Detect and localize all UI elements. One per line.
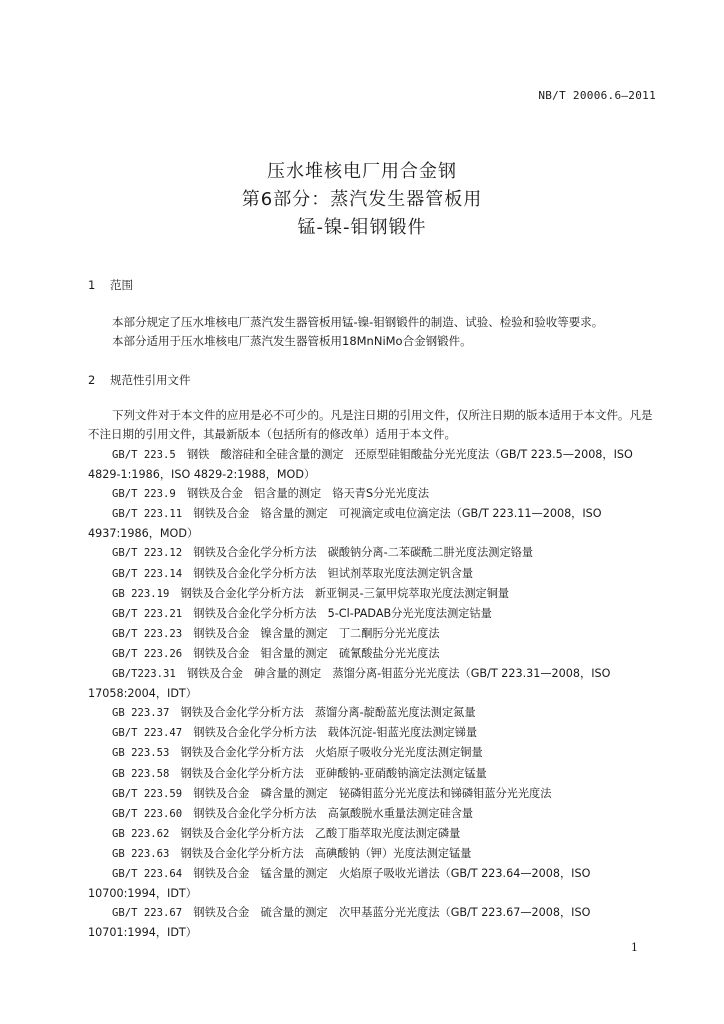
reference-title: 钢铁及合金化学分析方法 火焰原子吸收分光光度法测定铜量: [180, 746, 483, 760]
scope-paragraph: 本部分规定了压水堆核电厂蒸汽发生器管板用锰-镍-钼钢锻件的制造、试验、检验和验收等要求。: [112, 315, 604, 329]
reference-code: GB 223.19: [112, 587, 170, 600]
reference-code: GB 223.62: [112, 827, 170, 840]
reference-title: 钢铁及合金化学分析方法 新亚铜灵-三氯甲烷萃取光度法测定铜量: [180, 586, 510, 600]
reference-item: [88, 903, 660, 942]
reference-code: GB 223.63: [112, 847, 170, 860]
reference-item: [88, 644, 660, 664]
reference-item: [88, 543, 660, 563]
reference-item: [88, 784, 660, 804]
reference-item: [88, 664, 660, 703]
section-1-body: [88, 313, 658, 351]
title-line-1: 压水堆核电厂用合金钢: [267, 161, 457, 182]
section-2-title: 规范性引用文件: [110, 373, 191, 387]
reference-title: 钢铁及合金 硫含量的测定 次甲基蓝分光光度法（GB/T 223.67—2008，ISO 10701:1994，IDT）: [88, 906, 591, 940]
reference-title: 钢铁及合金 锰含量的测定 火焰原子吸收光谱法（GB/T 223.64—2008，ISO 10700:1994，IDT）: [88, 866, 591, 901]
reference-title: 钢铁及合金 镍含量的测定 丁二酮肟分光光度法: [193, 626, 440, 640]
reference-code: GB/T 223.12: [112, 547, 183, 560]
page-number: 1: [631, 941, 638, 954]
reference-item: [88, 864, 660, 903]
reference-code: GB 223.53: [112, 747, 170, 760]
reference-code: GB/T 223.26: [112, 647, 183, 660]
title-line-2: 第6部分：蒸汽发生器管板用: [241, 189, 483, 210]
reference-list: [88, 445, 660, 942]
reference-title: 钢铁及合金化学分析方法 高碘酸钠（钾）光度法测定锰量: [180, 846, 472, 860]
reference-code: GB/T 223.11: [112, 508, 183, 521]
reference-code: GB/T 223.5: [112, 449, 176, 461]
reference-title: 钢铁及合金化学分析方法 碳酸钠分离-二苯碳酰二肼光度法测定铬量: [193, 546, 534, 560]
section-1-heading: [88, 277, 133, 293]
reference-item: [88, 743, 660, 763]
reference-item: [88, 844, 660, 864]
reference-title: 钢铁及合金化学分析方法 亚砷酸钠-亚硝酸钠滴定法测定锰量: [180, 766, 487, 780]
reference-title: 钢铁及合金化学分析方法 高氯酸脱水重量法测定硅含量: [193, 806, 474, 820]
reference-title: 钢铁及合金化学分析方法 5-Cl-PADAB分光光度法测定钴量: [193, 606, 492, 620]
section-1-title: 范围: [110, 278, 133, 292]
reference-code: GB/T 223.9: [112, 488, 176, 501]
reference-title: 钢铁及合金 磷含量的测定 铋磷钼蓝分光光度法和锑磷钼蓝分光光度法: [193, 786, 552, 800]
reference-title: 钢铁及合金 砷含量的测定 蒸馏分离-钼蓝分光光度法（GB/T 223.31—2008，ISO 17058:2004，IDT）: [88, 667, 611, 701]
title-line-3: 锰-镍-钼钢锻件: [297, 217, 427, 238]
standard-code: NB/T 20006.6—2011: [538, 89, 656, 102]
reference-item: [88, 484, 660, 504]
section-2-intro: [88, 406, 658, 444]
reference-code: GB 223.58: [112, 767, 170, 780]
reference-code: GB/T 223.64: [112, 867, 183, 880]
reference-code: GB/T 223.47: [112, 727, 183, 740]
reference-code: GB/T223.31: [112, 668, 176, 681]
reference-item: [88, 703, 660, 723]
reference-code: GB/T 223.21: [112, 607, 183, 620]
section-1-number: 1: [88, 278, 96, 292]
section-2-number: 2: [88, 373, 96, 387]
section-2-heading: [88, 372, 191, 388]
reference-title: 钢铁及合金化学分析方法 钽试剂萃取光度法测定钒含量: [193, 566, 474, 580]
reference-code: GB/T 223.14: [112, 567, 183, 580]
reference-code: GB/T 223.67: [112, 907, 183, 920]
reference-item: [88, 504, 660, 543]
document-title: [0, 158, 724, 242]
reference-item: [88, 804, 660, 824]
reference-code: GB/T 223.23: [112, 627, 183, 640]
reference-item: [88, 584, 660, 604]
reference-title: 钢铁及合金化学分析方法 乙酸丁脂萃取光度法测定磷量: [180, 826, 461, 840]
reference-title: 钢铁及合金化学分析方法 载体沉淀-钼蓝光度法测定锑量: [193, 726, 478, 740]
reference-item: [88, 824, 660, 844]
reference-title: 钢铁及合金化学分析方法 蒸馏分离-靛酚蓝光度法测定氮量: [180, 706, 476, 720]
reference-item: [88, 445, 660, 484]
reference-item: [88, 604, 660, 624]
reference-item: [88, 764, 660, 784]
reference-title: 钢铁及合金 钼含量的测定 硫氰酸盐分光光度法: [193, 646, 440, 660]
references-intro: 下列文件对于本文件的应用是必不可少的。凡是注日期的引用文件，仅所注日期的版本适用于本文件。凡是不注日期的引用文件，其最新版本（包括所有的修改单）适用于本文件。: [88, 408, 653, 441]
reference-item: [88, 564, 660, 584]
scope-paragraph: 本部分适用于压水堆核电厂蒸汽发生器管板用18MnNiMo合金钢锻件。: [112, 334, 472, 348]
reference-code: GB/T 223.59: [112, 787, 183, 800]
reference-item: [88, 624, 660, 644]
reference-title: 钢铁及合金 铝含量的测定 铬天青S分光光度法: [186, 487, 430, 501]
reference-code: GB/T 223.60: [112, 807, 183, 820]
reference-code: GB 223.37: [112, 707, 170, 720]
reference-title: 钢铁 酸溶硅和全硅含量的测定 还原型硅钼酸盐分光光度法（GB/T 223.5—2008，ISO 4829-1:1986，ISO 4829-2:1988，MOD）: [88, 448, 633, 482]
reference-title: 钢铁及合金 铬含量的测定 可视滴定或电位滴定法（GB/T 223.11—2008，ISO 4937:1986，MOD）: [88, 507, 602, 541]
reference-item: [88, 723, 660, 743]
